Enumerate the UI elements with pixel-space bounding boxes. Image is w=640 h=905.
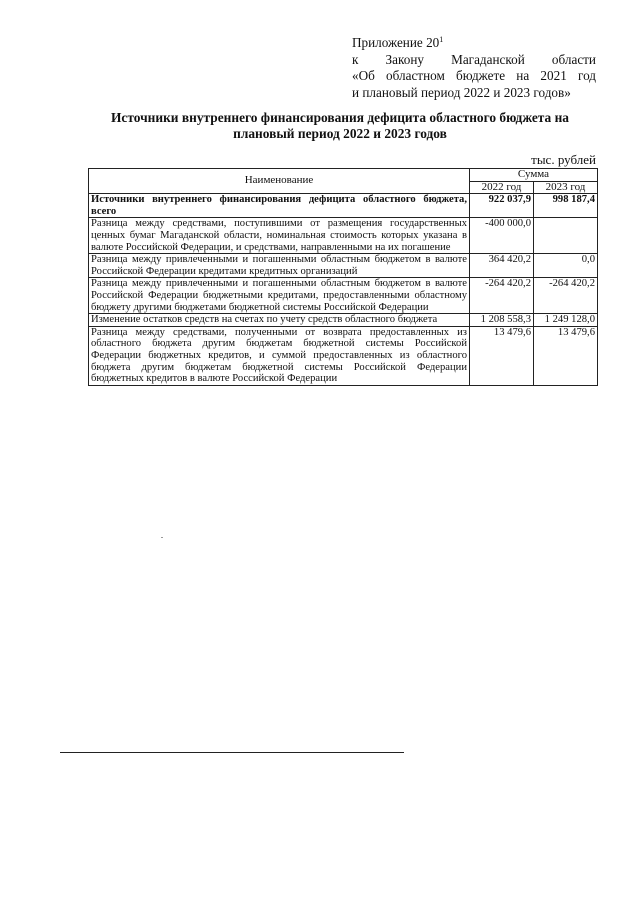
table-row [89, 194, 598, 218]
row-value-2022: -400 000,0 [470, 218, 534, 254]
row-value-2022: 1 208 558,3 [470, 314, 534, 327]
appendix-header [352, 32, 596, 101]
row-value-2023: 0,0 [534, 254, 598, 278]
scan-dot [161, 537, 163, 538]
appendix-word: «Об [352, 68, 375, 83]
row-name: Разница между средствами, полученными от возврата предоставленных из областного бюджета другим бюджетам бюджетной системы Российской Федерации бюджетных кредитов, и суммой предоставленных из областного бюджета другим бюджетам бюджетной системы Российской Федерации бюджетных кредитов в валюте Российской Федерации [89, 326, 470, 385]
footnote-separator [60, 752, 404, 753]
appendix-word: областном [386, 68, 445, 83]
appendix-word: 2021 [540, 68, 567, 83]
appendix-line-3 [352, 68, 596, 85]
row-value-2022: 364 420,2 [470, 254, 534, 278]
table-row [89, 314, 598, 327]
table-row [89, 326, 598, 385]
table-row [89, 278, 598, 314]
row-value-2022: 13 479,6 [470, 326, 534, 385]
document-title: Источники внутреннего финансирования дефицита областного бюджета на плановый период 2022 и 2023 годов [111, 110, 569, 141]
row-value-2023: 998 187,4 [534, 194, 598, 218]
header-name: Наименование [89, 169, 470, 194]
row-value-2022: -264 420,2 [470, 278, 534, 314]
table-row [89, 254, 598, 278]
table-row [89, 218, 598, 254]
row-name: Источники внутреннего финансирования дефицита областного бюджета, всего [89, 194, 470, 218]
row-value-2022: 922 037,9 [470, 194, 534, 218]
budget-table [88, 168, 598, 386]
row-name: Разница между средствами, поступившими от размещения государственных ценных бумаг Магаданской области, номинальная стоимость которых указана в валюте Российской Федерации, и средствами, направленными на их погашение [89, 218, 470, 254]
row-value-2023: 13 479,6 [534, 326, 598, 385]
appendix-superscript: 1 [439, 35, 444, 44]
units-label: тыс. рублей [531, 152, 596, 167]
row-value-2023 [534, 218, 598, 254]
appendix-word: бюджете [456, 68, 506, 83]
appendix-word: к [352, 51, 359, 67]
appendix-word: Закону [385, 51, 424, 67]
header-year-2023: 2023 год [534, 181, 598, 194]
row-name: Изменение остатков средств на счетах по учету средств областного бюджета [89, 314, 470, 327]
row-name: Разница между привлеченными и погашенными областным бюджетом в валюте Российской Федерации кредитами кредитных организаций [89, 254, 470, 278]
table-header-row [89, 169, 598, 182]
row-value-2023: -264 420,2 [534, 278, 598, 314]
row-name: Разница между привлеченными и погашенными областным бюджетом в валюте Российской Федерации бюджетными кредитами, предоставленными областному бюджету другими бюджетами бюджетной системы Российской Федерации [89, 278, 470, 314]
appendix-line-4: и плановый период 2022 и 2023 годов» [352, 84, 571, 100]
header-sum: Сумма [470, 169, 598, 182]
appendix-word: на [516, 68, 530, 83]
row-value-2023: 1 249 128,0 [534, 314, 598, 327]
header-year-2022: 2022 год [470, 181, 534, 194]
appendix-word: год [578, 68, 597, 83]
table-body [89, 194, 598, 386]
appendix-line-2 [352, 52, 596, 69]
appendix-word: области [551, 51, 596, 67]
appendix-word: Магаданской [451, 51, 525, 67]
appendix-title: Приложение $20^1$ [352, 35, 444, 50]
